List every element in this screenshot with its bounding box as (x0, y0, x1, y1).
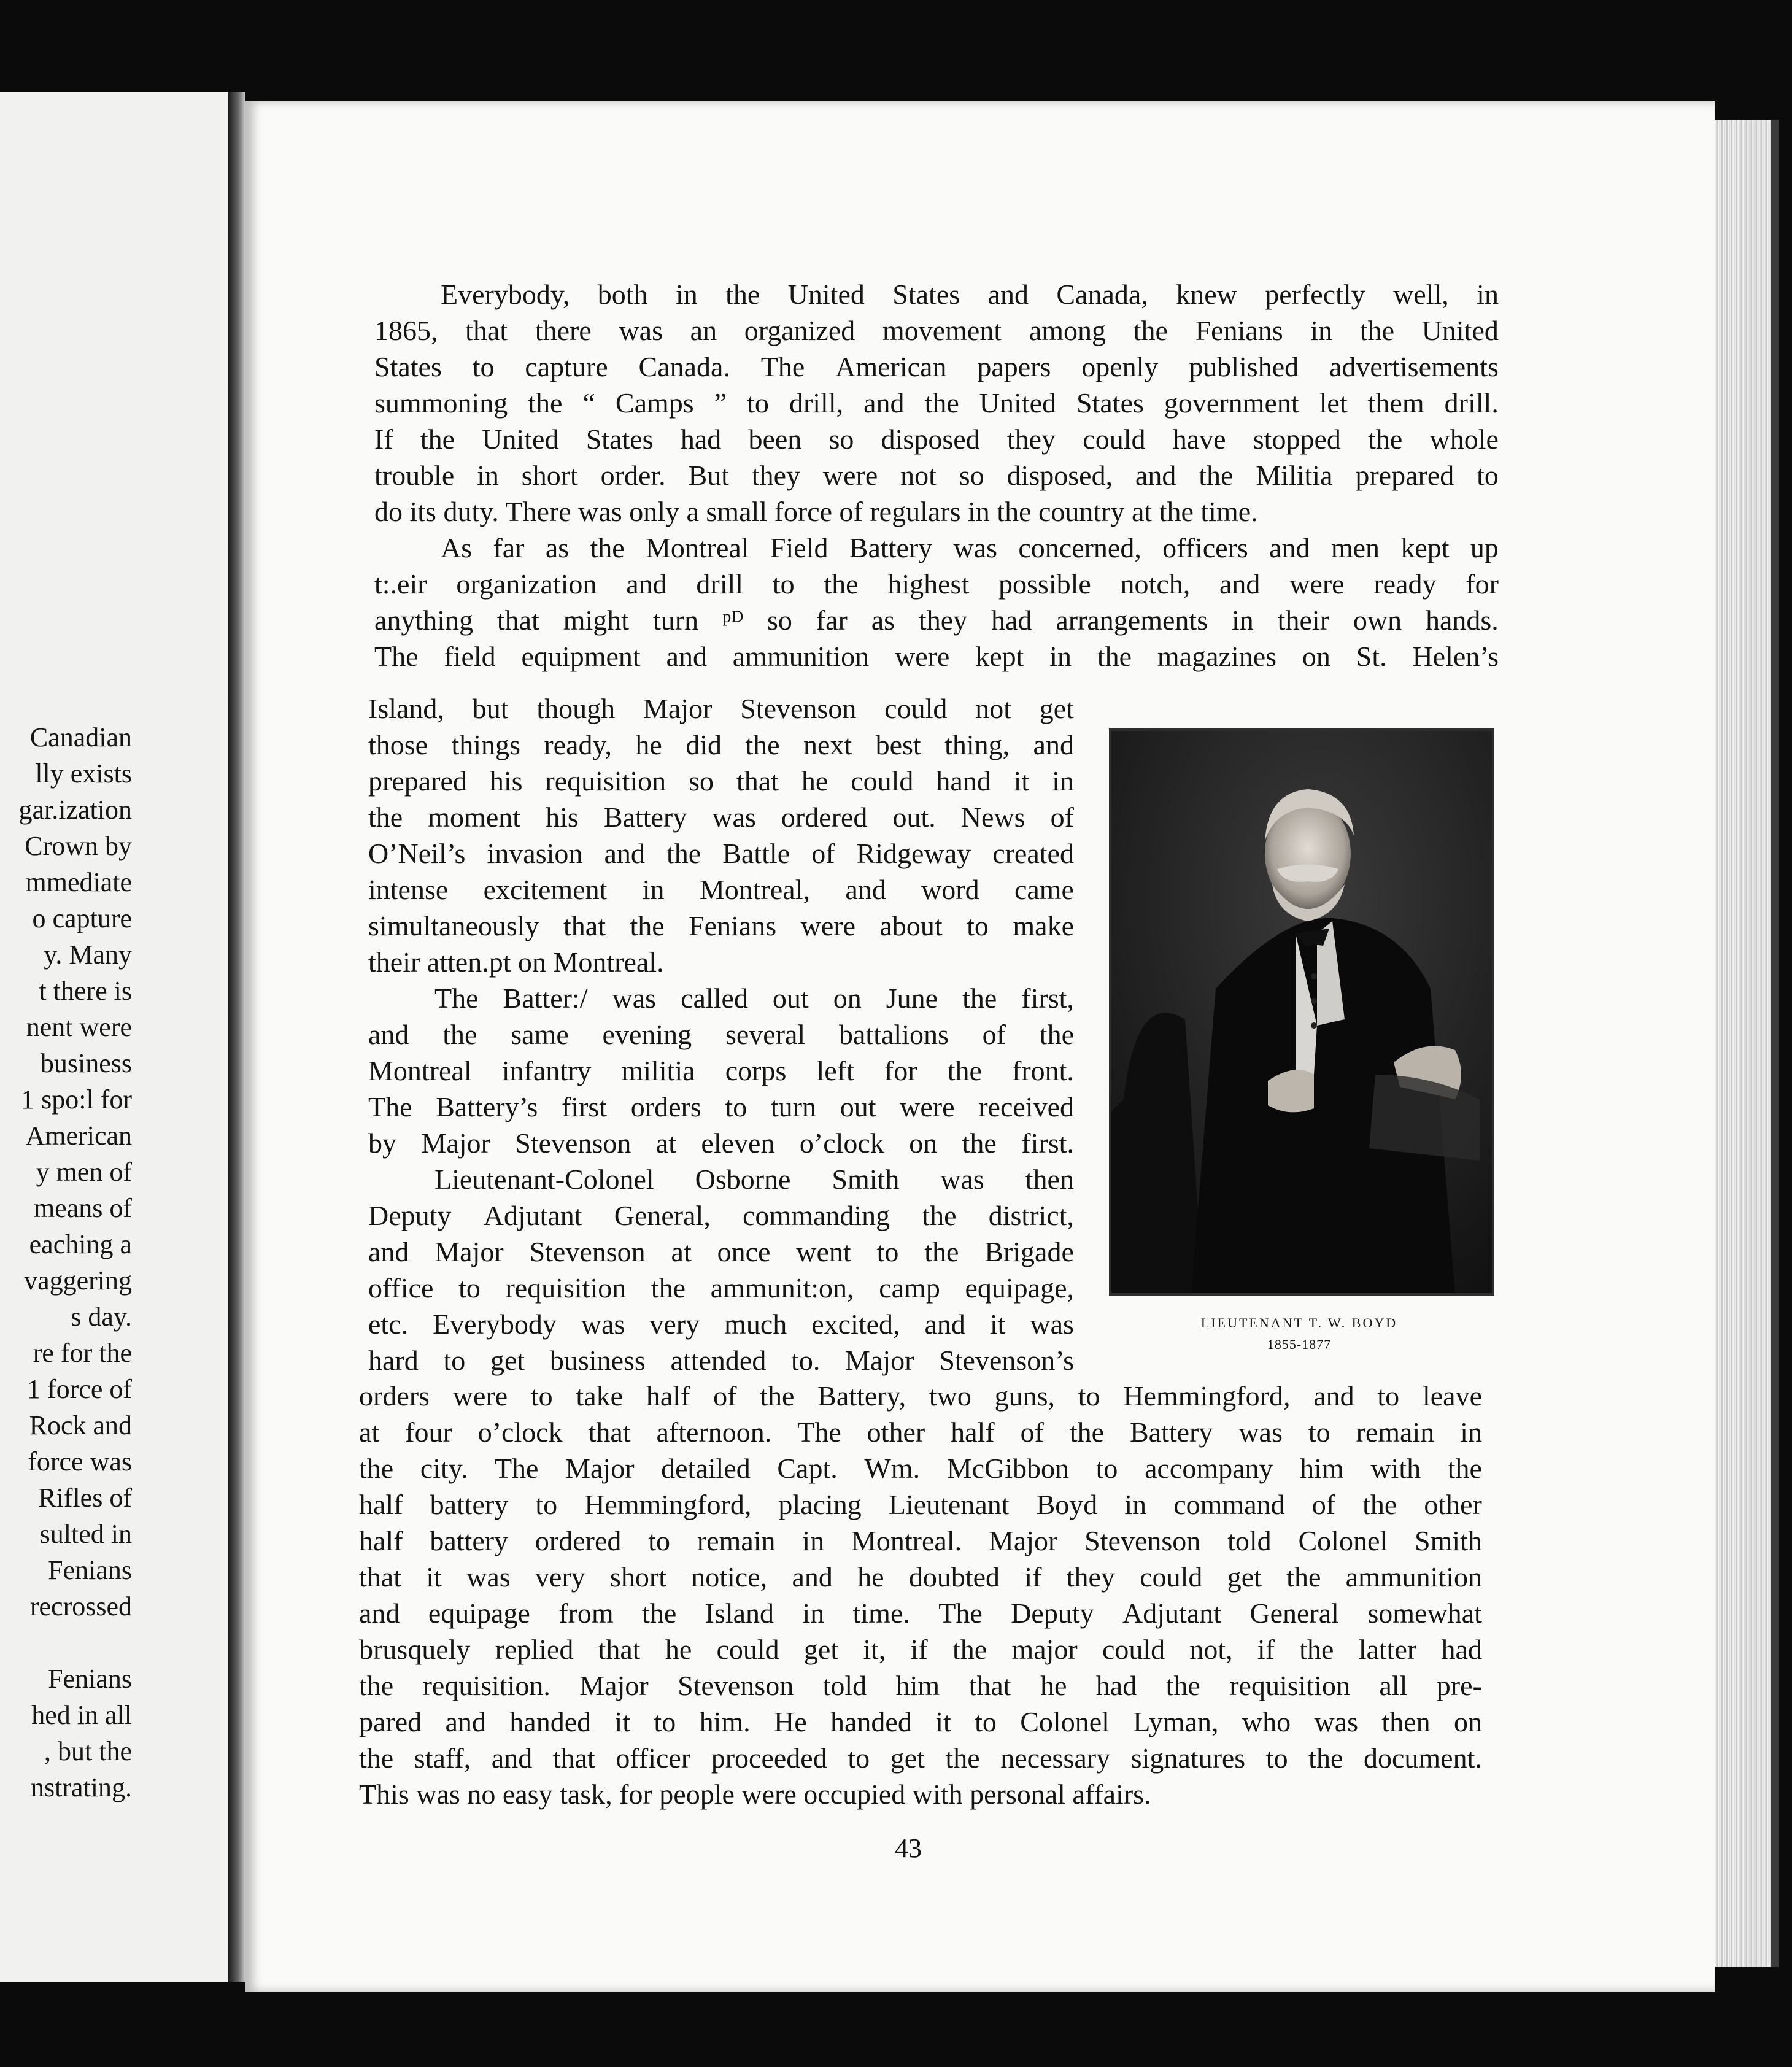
text-line: O’Neil’s invasion and the Battle of Ridgeway created (368, 838, 1074, 869)
left-page-line: t there is (39, 976, 132, 1006)
text-line: half battery ordered to remain in Montreal. Major Stevenson told Colonel Smith (359, 1525, 1482, 1556)
text-line: brusquely replied that he could get it, if the major could not, if the latter had (359, 1634, 1482, 1665)
left-page-line: nstrating. (31, 1772, 132, 1802)
left-page-line: Rifles of (38, 1483, 132, 1513)
left-page-line: Fenians (48, 1664, 132, 1694)
portrait-image (1111, 731, 1492, 1293)
text-line: t:.eir organization and drill to the highest possible notch, and were ready for (374, 568, 1499, 600)
text-line: orders were to take half of the Battery, two guns, to Hemmingford, and to leave (359, 1380, 1482, 1412)
left-page-line: Crown by (25, 831, 132, 861)
text-line: Everybody, both in the United States and Canada, knew perfectly well, in (441, 279, 1499, 310)
text-line: summoning the “ Camps ” to drill, and the United States government let them drill. (374, 387, 1499, 419)
left-page-line: vaggering (24, 1265, 132, 1296)
left-page-line: recrossed (29, 1591, 132, 1621)
text-line: hard to get business attended to. Major Stevenson’s (368, 1345, 1074, 1376)
text-line: etc. Everybody was very much excited, and it was (368, 1308, 1074, 1340)
text-line: the moment his Battery was ordered out. News of (368, 802, 1074, 833)
left-page (0, 92, 232, 1982)
text-line: prepared his requisition so that he could hand it in (368, 765, 1074, 797)
text-line: those things ready, he did the next best thing, and (368, 729, 1074, 760)
portrait-photo (1109, 728, 1494, 1296)
left-page-line: Fenians (48, 1555, 132, 1585)
photo-caption-name: LIEUTENANT T. W. BOYD (1200, 1315, 1398, 1331)
text-line: As far as the Montreal Field Battery was concerned, officers and men kept up (441, 532, 1499, 563)
left-page-line: means of (33, 1193, 132, 1223)
text-line: States to capture Canada. The American papers openly published advertisements (374, 351, 1499, 382)
text-line: their atten.pt on Montreal. (368, 946, 664, 978)
text-line: at four o’clock that afternoon. The other half of the Battery was to remain in (359, 1416, 1482, 1448)
text-line: office to requisition the ammunit:on, camp equipage, (368, 1272, 1074, 1304)
text-line: pared and handed it to him. He handed it to Colonel Lyman, who was then on (359, 1706, 1482, 1737)
text-line: the staff, and that officer proceeded to get the necessary signatures to the document. (359, 1742, 1482, 1774)
text-line: The field equipment and ammunition were kept in the magazines on St. Helen’s (374, 641, 1499, 672)
page-number: 43 (895, 1833, 922, 1863)
photo-caption-years: 1855-1877 (1267, 1337, 1332, 1352)
left-page-line: y men of (36, 1157, 132, 1187)
text-line: trouble in short order. But they were not so disposed, and the Militia prepared to (374, 460, 1499, 491)
text-line: the city. The Major detailed Capt. Wm. McGibbon to accompany him with the (359, 1453, 1482, 1484)
text-line: anything that might turn ᵖᴰ so far as they had arrangements in their own hands. (374, 605, 1499, 636)
left-page-line: , but the (44, 1736, 132, 1766)
text-line: that it was very short notice, and he doubted if they could get the ammunition (359, 1561, 1482, 1593)
left-page-line: Rock and (29, 1410, 132, 1440)
text-line: the requisition. Major Stevenson told him that he had the requisition all pre- (359, 1670, 1482, 1701)
text-line: 1865, that there was an organized movement among the Fenians in the United (374, 315, 1499, 346)
left-page-line: American (25, 1121, 132, 1151)
left-page-line: y. Many (44, 940, 132, 970)
left-page-line: sulted in (39, 1519, 132, 1549)
left-page-line: 1 force of (26, 1374, 132, 1404)
left-page-line: re for the (33, 1338, 132, 1368)
left-page-line: force was (28, 1447, 132, 1477)
text-line: If the United States had been so disposed they could have stopped the whole (374, 423, 1499, 455)
left-page-line: nent were (26, 1012, 132, 1042)
text-line: The Batter:/ was called out on June the first, (434, 983, 1074, 1014)
text-line: Deputy Adjutant General, commanding the district, (368, 1200, 1074, 1231)
left-page-line: eaching a (29, 1229, 132, 1259)
left-page-line: business (40, 1048, 132, 1078)
left-page-line: Canadian (29, 722, 132, 752)
text-line: intense excitement in Montreal, and word came (368, 874, 1074, 905)
left-page-line: hed in all (31, 1700, 132, 1730)
text-line: simultaneously that the Fenians were about to make (368, 910, 1074, 941)
text-line: and Major Stevenson at once went to the Brigade (368, 1236, 1074, 1267)
left-page-line: s day. (71, 1302, 132, 1332)
left-page-line: gar.ization (18, 795, 132, 825)
text-line: Island, but though Major Stevenson could not get (368, 693, 1074, 724)
text-line: and the same evening several battalions of the (368, 1019, 1074, 1050)
text-line: by Major Stevenson at eleven o’clock on the first. (368, 1127, 1074, 1159)
left-page-line: 1 spo:l for (21, 1084, 132, 1115)
text-line: The Battery’s first orders to turn out were received (368, 1091, 1074, 1122)
text-line: Lieutenant-Colonel Osborne Smith was then (434, 1164, 1074, 1195)
left-page-line: o capture (32, 903, 132, 933)
left-page-line: mmediate (25, 867, 132, 897)
text-line: Montreal infantry militia corps left for the front. (368, 1055, 1074, 1086)
text-line: half battery to Hemmingford, placing Lieutenant Boyd in command of the other (359, 1489, 1482, 1520)
text-line: do its duty. There was only a small force of regulars in the country at the time. (374, 496, 1258, 527)
text-line: This was no easy task, for people were occupied with personal affairs. (359, 1779, 1151, 1810)
left-page-line: lly exists (35, 759, 132, 789)
page-edges (1715, 120, 1779, 1967)
text-line: and equipage from the Island in time. The Deputy Adjutant General somewhat (359, 1598, 1482, 1629)
book-gutter (228, 92, 245, 1982)
